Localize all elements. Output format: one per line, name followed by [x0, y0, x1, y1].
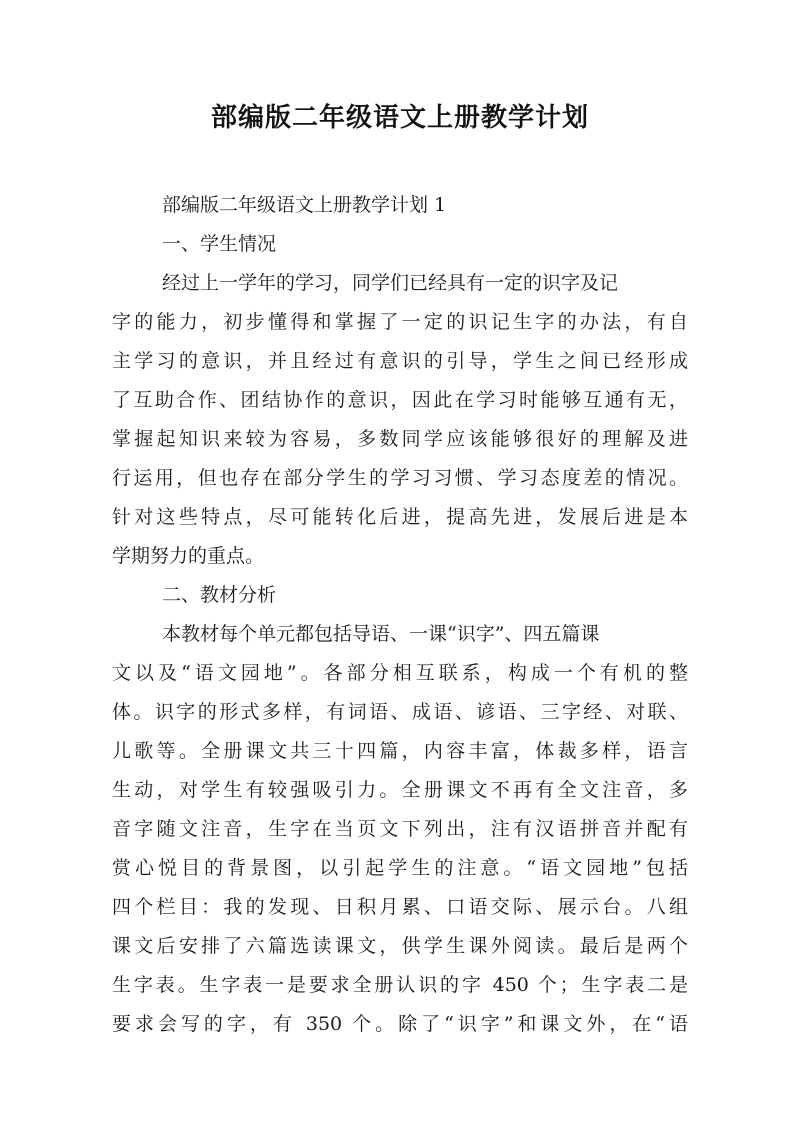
paragraph-line: 文以及“语文园地”。各部分相互联系，构成一个有机的整	[112, 662, 688, 684]
paragraph-line: 行运用，但也存在部分学生的学习习惯、学习态度差的情况。	[112, 467, 688, 489]
paragraph-line: 体。识字的形式多样，有词语、成语、谚语、三字经、对联、	[112, 701, 688, 723]
paragraph-line: 了互助合作、团结协作的意识，因此在学习时能够互通有无，	[112, 389, 688, 411]
section-heading: 一、学生情况	[162, 233, 277, 255]
paragraph-line: 经过上一学年的学习，同学们已经具有一定的识字及记	[162, 272, 619, 294]
section-heading: 部编版二年级语文上册教学计划 1	[162, 194, 447, 216]
paragraph-line: 针对这些特点，尽可能转化后进，提高先进，发展后进是本	[112, 506, 688, 528]
paragraph-line: 儿歌等。全册课文共三十四篇，内容丰富，体裁多样，语言	[112, 740, 688, 762]
document-title: 部编版二年级语文上册教学计划	[210, 103, 589, 133]
paragraph-line: 生字表。生字表一是要求全册认识的字 450 个；生字表二是	[112, 974, 688, 996]
paragraph-line: 赏心悦目的背景图，以引起学生的注意。“语文园地”包括	[112, 857, 688, 879]
paragraph-line: 主学习的意识，并且经过有意识的引导，学生之间已经形成	[112, 350, 688, 372]
paragraph-line: 音字随文注音，生字在当页文下列出，注有汉语拼音并配有	[112, 818, 688, 840]
paragraph-line: 四个栏目：我的发现、日积月累、口语交际、展示台。八组	[112, 896, 688, 918]
document-body	[112, 186, 688, 1044]
paragraph-line: 学期努力的重点。	[112, 545, 265, 567]
paragraph-line: 要求会写的字，有 350 个。除了“识字”和课文外，在“语	[112, 1013, 688, 1035]
paragraph-line: 本教材每个单元都包括导语、一课“识字”、四五篇课	[162, 623, 600, 645]
paragraph-line: 字的能力，初步懂得和掌握了一定的识记生字的办法，有自	[112, 311, 688, 333]
paragraph-line: 生动，对学生有较强吸引力。全册课文不再有全文注音，多	[112, 779, 688, 801]
paragraph-line: 掌握起知识来较为容易，多数同学应该能够很好的理解及进	[112, 428, 688, 450]
paragraph-line: 课文后安排了六篇选读课文，供学生课外阅读。最后是两个	[112, 935, 688, 957]
section-heading: 二、教材分析	[162, 584, 277, 606]
